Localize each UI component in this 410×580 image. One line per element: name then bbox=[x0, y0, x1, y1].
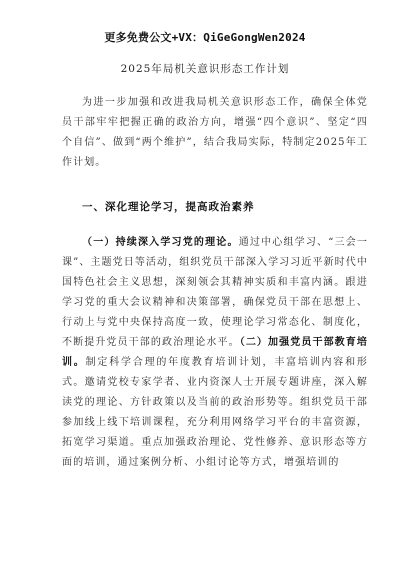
item-2-text: 制定科学合理的年度教育培训计划，丰富培训内容和形式。邀请党校专家学者、业内资深人士开展专题讲座，深入解读党的理论、方针政策以及当前的政治形势等。组织党员干部参加线上线下培训课程，充分利用网络学习平台的丰富资源，拓宽学习渠道。重点加强政治理论、党性修养、意识形态等方面的培训，通过案例分析、小组讨论等方式，增强培训的 bbox=[62, 357, 368, 468]
item-2-title: （二）加强党员干部教育培训。 bbox=[62, 337, 368, 368]
intro-paragraph: 为进一步加强和改进我局机关意识形态工作，确保全体党员干部牢牢把握正确的政治方向，增强“四个意识”、坚定“四个自信”、做到“两个维护”，结合我局实际，特制定2025年工作计划。 bbox=[62, 97, 368, 168]
item-1-title: （一）持续深入学习党的理论。 bbox=[82, 237, 239, 248]
section-heading-1: 一、深化理论学习，提高政治素养 bbox=[82, 201, 255, 213]
document-title: 2025年局机关意识形态工作计划 bbox=[120, 63, 290, 75]
watermark-header: 更多免费公文+VX：QiGeGongWen2024 bbox=[104, 31, 306, 44]
item-1-text: 通过中心组学习、“三会一课”、主题党日等活动，组织党员干部深入学习习近平新时代中国特色社会主义思想，深刻领会其精神实质和丰富内涵。跟进学习党的重大会议精神和决策部署，确保党员干部在思想上、行动上与党中央保持高度一致，使理论学习常态化、制度化，不断提升党员干部的政治理论水平。 bbox=[62, 237, 369, 348]
section-1-paragraph bbox=[62, 233, 368, 473]
